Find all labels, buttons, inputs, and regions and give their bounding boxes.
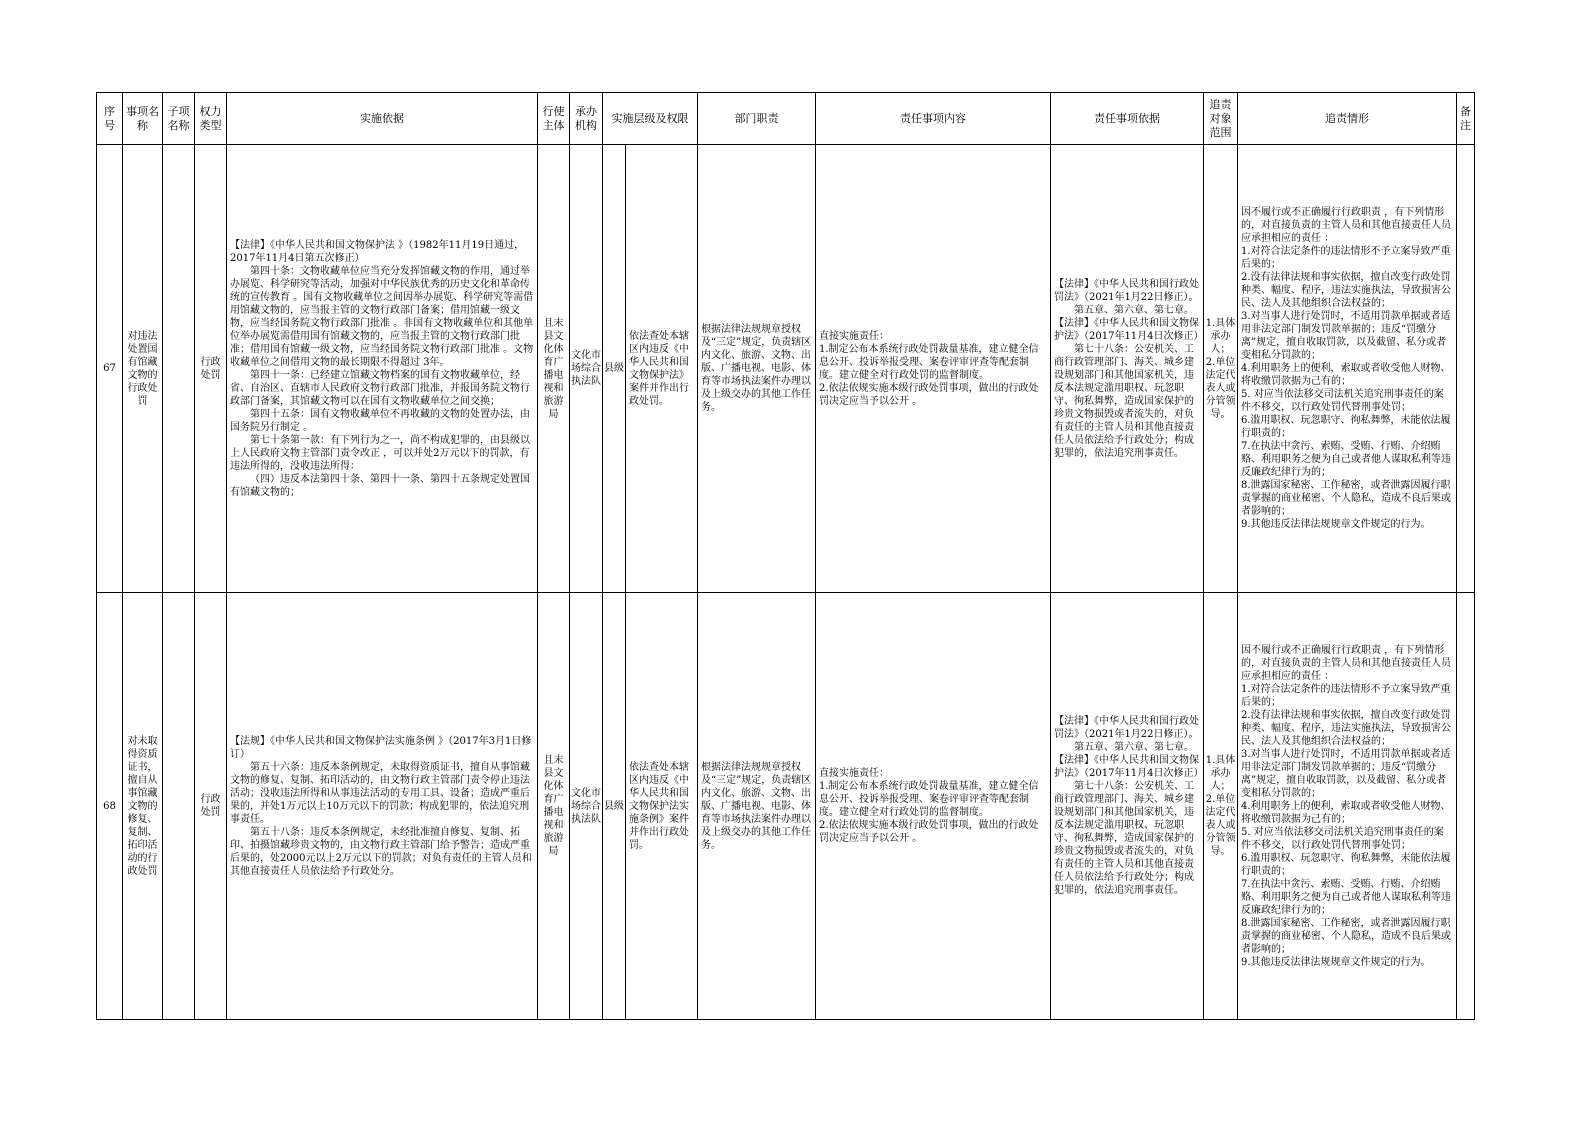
row-subject: 且末县文化体育广播电视和旅游局 xyxy=(538,145,570,593)
row-remark xyxy=(1457,145,1475,593)
row-power-type: 行政处罚 xyxy=(195,593,227,1020)
row-power-type: 行政处罚 xyxy=(195,145,227,593)
paragraph: 第五十八条：违反本条例规定，未经批准擅自修复、复制、拓印、拍摄馆藏珍贵文物的，由文物行政主管部门给予警告；造成严重后果的，处2000元以上2万元以下的罚款；对负有责任的主管人员和其他直接责任人员依法给予行政处分。 xyxy=(230,826,532,877)
power-list-table xyxy=(96,92,1475,1020)
header-level: 实施层级及权限 xyxy=(603,93,698,145)
header-row xyxy=(97,93,1475,145)
paragraph: 第五章、第六章、第七章。 xyxy=(1074,304,1194,316)
row-level: 县级 xyxy=(603,593,626,1020)
paragraph: 【法律】《中华人民共和国文物保护法》（2017年11月4日次修正） xyxy=(1054,317,1204,342)
header-basis: 实施依据 xyxy=(227,93,538,145)
row-subject: 且末县文化体育广播电视和旅游局 xyxy=(538,593,570,1020)
row-resp-basis xyxy=(1051,593,1204,1020)
paragraph: 第四十五条：国有文物收藏单位不再收藏的文物的处置办法，由国务院另行制定 。 xyxy=(230,408,530,433)
row-level: 县级 xyxy=(603,145,626,593)
header-item-name: 事项名称 xyxy=(123,93,163,145)
header-duty: 部门职责 xyxy=(698,93,816,145)
row-sub-item-name xyxy=(163,593,195,1020)
row-accountability: 因不履行或不正确履行行政职责 ，有下列情形的，对直接负责的主管人员和其他直接责任人员应承担相应的责任 ： 1.对符合法定条件的违法情形不予立案导致严重后果的； 2.没有法律法规和事实依据，擅自改变行政处罚种类、幅度、程序，违法实施执法，导致损害公民、法人及其他组织合法权益的； 3.对当事人进行处罚时，不适用罚款单据或者适用非法定部门制发罚款单据的；违反“罚缴分离”规定，擅自收取罚款，以及截留、私分或者变相私分罚款的； 4.利用职务上的便利，索取或者收受他人财物、将收缴罚款据为己有的； 5. 对应当依法移交司法机关追究刑事责任的案件不移交，以行政处罚代替刑事处罚； 6.滥用职权、玩忽职守、徇私舞弊，未能依法履行职责的； 7.在执法中贪污、索贿、受贿、行贿、介绍贿赂、利用职务之便为自己或者他人谋取私利等违反廉政纪律行为的； 8.泄露国家秘密、工作秘密，或者泄露因履行职责掌握的商业秘密、个人隐私，造成不良后果或者影响的； 9.其他违反法律法规规章文件规定的行为。 xyxy=(1238,145,1457,593)
header-no: 序号 xyxy=(97,93,123,145)
paragraph: 第四十条：文物收藏单位应当充分发挥馆藏文物的作用，通过举办展览、科学研究等活动，加强对中华民族优秀的历史文化和革命传统的宣传教育 。国有文物收藏单位之间因举办展览、科学研究等需借用馆藏文物的，应当报主管的文物行政部门备案；借用馆藏一级文物，应当经国务院文物行政部门批准 。非国有文物收藏单位和其他单位举办展览需借用国有馆藏文物的，应当报主管的文物行政部门批准；借用国有馆藏一级文物，应当经国务院文物行政部门批准 。文物收藏单位之间借用文物的最长期限不得超过 3年。 xyxy=(230,265,534,368)
paragraph: （四）违反本法第四十条、第四十一条、第四十五条规定处置国有馆藏文物的； xyxy=(230,473,530,498)
row-duty: 根据法律法规规章授权及“三定”规定，负责辖区内文化、旅游、文物、出版、广播电视、电影、体育等市场执法案件办理以及上级交办的其他工作任务。 xyxy=(698,145,816,593)
header-sub-item-name: 子项名称 xyxy=(163,93,195,145)
row-sub-item-name xyxy=(163,145,195,593)
row-no: 68 xyxy=(97,593,123,1020)
row-basis xyxy=(227,593,538,1020)
row-target: 1.具体承办人； 2.单位法定代表人或分管领导。 xyxy=(1204,593,1238,1020)
paragraph: 第七十八条：公安机关、工商行政管理部门、海关、城乡建设规划部门和其他国家机关，违反本法规定滥用职权、玩忽职守、徇私舞弊，造成国家保护的珍贵文物损毁或者流失的，对负有责任的主管人员和其他直接责任人员依法给予行政处分；构成犯罪的，依法追究刑事责任。 xyxy=(1054,343,1194,459)
header-org: 承办机构 xyxy=(570,93,603,145)
paragraph: 【法律】《中华人民共和国行政处罚法》（2021年1月22日修正）。 xyxy=(1054,716,1199,740)
row-item-name: 对未取得资质证书，擅自从事馆藏文物的修复、复制、拓印活动的行政处罚 xyxy=(123,593,163,1020)
header-target: 追责对象范围 xyxy=(1204,93,1238,145)
row-basis xyxy=(227,145,538,593)
row-org: 文化市场综合执法队 xyxy=(570,593,603,1020)
power-list-sheet xyxy=(96,92,1474,1020)
header-resp-basis: 责任事项依据 xyxy=(1051,93,1204,145)
row-authority: 依法查处本辖区内违反《中华人民共和国文物保护法实施条例》案件并作出行政处罚。 xyxy=(626,593,698,1020)
row-org: 文化市场综合执法队 xyxy=(570,145,603,593)
row-duty: 根据法律法规规章授权及“三定”规定，负责辖区内文化、旅游、文物、出版、广播电视、电影、体育等市场执法案件办理以及上级交办的其他工作任务。 xyxy=(698,593,816,1020)
header-remark: 备注 xyxy=(1457,93,1475,145)
row-accountability: 因不履行或不正确履行行政职责 ，有下列情形的，对直接负责的主管人员和其他直接责任人员应承担相应的责任 ： 1.对符合法定条件的违法情形不予立案导致严重后果的； 2.没有法律法规和事实依据，擅自改变行政处罚种类、幅度、程序，违法实施执法，导致损害公民、法人及其他组织合法权益的； 3.对当事人进行处罚时，不适用罚款单据或者适用非法定部门制发罚款单据的；违反“罚缴分离”规定，擅自收取罚款，以及截留、私分或者变相私分罚款的； 4.利用职务上的便利，索取或者收受他人财物、将收缴罚款据为己有的； 5. 对应当依法移交司法机关追究刑事责任的案件不移交，以行政处罚代替刑事处罚； 6.滥用职权、玩忽职守、徇私舞弊，未能依法履行职责的； 7.在执法中贪污、索贿、受贿、行贿、介绍贿赂、利用职务之便为自己或者他人谋取私利等违反廉政纪律行为的； 8.泄露国家秘密、工作秘密，或者泄露因履行职责掌握的商业秘密、个人隐私，造成不良后果或者影响的； 9.其他违反法律法规规章文件规定的行为。 xyxy=(1238,593,1457,1020)
paragraph: 第七十八条：公安机关、工商行政管理部门、海关、城乡建设规划部门和其他国家机关，违反本法规定滥用职权、玩忽职守、徇私舞弊，造成国家保护的珍贵文物损毁或者流失的，对负有责任的主管人员和其他直接责任人员依法给予行政处分；构成犯罪的，依法追究刑事责任。 xyxy=(1054,781,1194,896)
table-row xyxy=(97,593,1475,1020)
paragraph: 【法律】《中华人民共和国行政处罚法》（2021年1月22日修正）。 xyxy=(1054,278,1199,303)
row-no: 67 xyxy=(97,145,123,593)
paragraph: 【法律】《中华人民共和国文物保护法 》（1982年11月19日通过，2017年11月4日第五次修正） xyxy=(230,239,525,264)
row-content: 直接实施责任： 1.制定公布本系统行政处罚裁量基准，建立健全信息公开、投诉举报受理、案卷评审评查等配套制度。建立健全对行政处罚的监督制度。 2.依法依规实施本级行政处罚事项，做出的行政处罚决定应当予以公开 。 xyxy=(816,593,1051,1020)
row-resp-basis xyxy=(1051,145,1204,593)
table-row xyxy=(97,145,1475,593)
header-accountability: 追责情形 xyxy=(1238,93,1457,145)
row-item-name: 对违法处置国有馆藏文物的行政处罚 xyxy=(123,145,163,593)
header-content: 责任事项内容 xyxy=(816,93,1051,145)
row-authority: 依法查处本辖区内违反《中华人民共和国文物保护法》案件并作出行政处罚。 xyxy=(626,145,698,593)
paragraph: 【法规】《中华人民共和国文物保护法实施条例 》（2017年3月1日修订） xyxy=(230,735,532,760)
paragraph: 第五章、第六章、第七章。 xyxy=(1074,742,1194,753)
paragraph: 第七十条第一款：有下列行为之一，尚不构成犯罪的，由县级以上人民政府文物主管部门责令改正 ，可以并处2万元以下的罚款，有违法所得的，没收违法所得： xyxy=(230,434,530,472)
paragraph: 第五十六条：违反本条例规定，未取得资质证书，擅自从事馆藏文物的修复、复制、拓印活动的，由文物行政主管部门责令停止违法活动；没收违法所得和从事违法活动的专用工具、设备；造成严重后果的，并处1万元以上10万元以下的罚款；构成犯罪的，依法追究刑事责任。 xyxy=(230,761,530,825)
paragraph: 第四十一条：已经建立馆藏文物档案的国有文物收藏单位，经省、自治区、直辖市人民政府文物行政部门批准，并报国务院文物行政部门备案，其馆藏文物可以在国有文物收藏单位之间交换； xyxy=(230,369,530,407)
row-remark xyxy=(1457,593,1475,1020)
header-power-type: 权力类型 xyxy=(195,93,227,145)
row-target: 1.具体承办人； 2.单位法定代表人或分管领导。 xyxy=(1204,145,1238,593)
paragraph: 【法律】《中华人民共和国文物保护法》（2017年11月4日次修正） xyxy=(1054,755,1204,779)
header-subject: 行使主体 xyxy=(538,93,570,145)
row-content: 直接实施责任： 1.制定公布本系统行政处罚裁量基准，建立健全信息公开、投诉举报受理、案卷评审评查等配套制度。建立健全对行政处罚的监督制度。 2.依法依规实施本级行政处罚事项，做出的行政处罚决定应当予以公开 。 xyxy=(816,145,1051,593)
